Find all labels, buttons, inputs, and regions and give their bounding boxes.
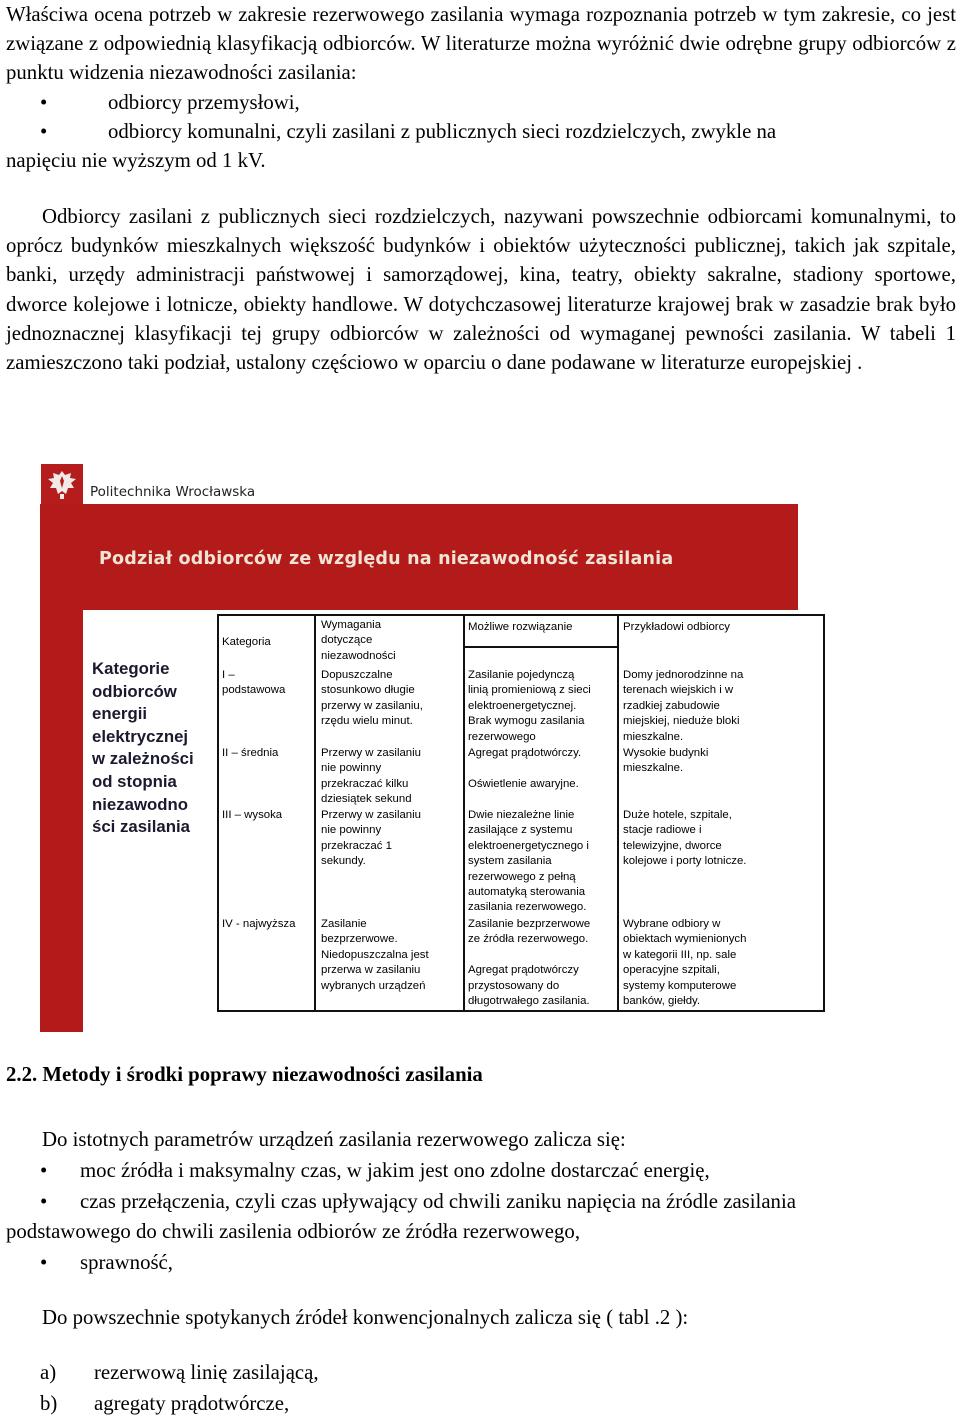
list-item bbox=[0, 1156, 960, 1187]
cell-line: Agregat prądotwórczy bbox=[468, 963, 590, 978]
list-item bbox=[0, 1187, 960, 1218]
side-label-line: od stopnia bbox=[92, 771, 212, 794]
cell-line: Niedopuszczalna jest bbox=[321, 948, 429, 963]
cell-line: Wybrane odbiory w bbox=[623, 917, 746, 932]
list-item-text: moc źródła i maksymalny czas, w jakim jest ono zdolne dostarczać energię, bbox=[80, 1159, 710, 1182]
cell-line: bezprzerwowe. bbox=[321, 932, 429, 947]
cell-line: Brak wymogu zasilania bbox=[468, 714, 591, 729]
paragraph-intro: Właściwa ocena potrzeb w zakresie rezerwowego zasilania wymaga rozpoznania potrzeb w tym zakresie, co jest związane z odpowiednią klasyfikacją odbiorców. W literaturze można wyróżnić dwie odrębne grupy odbiorców z punktu widzenia niezawodności zasilania: bbox=[6, 0, 956, 88]
list-item bbox=[0, 88, 960, 117]
cell-line: systemy komputerowe bbox=[623, 979, 746, 994]
cell-line: Zasilanie bbox=[321, 917, 429, 932]
side-label-line: elektrycznej bbox=[92, 726, 212, 749]
cell-line: Przerwy w zasilaniu bbox=[321, 746, 421, 761]
paragraph-parameters: Do istotnych parametrów urządzeń zasilania rezerwowego zalicza się: bbox=[42, 1125, 626, 1154]
table-cell-kategoria bbox=[222, 668, 285, 699]
table-border bbox=[217, 614, 824, 616]
section-heading: 2.2. Metody i środki poprawy niezawodności zasilania bbox=[6, 1063, 483, 1087]
bullet-icon: • bbox=[40, 1187, 47, 1218]
side-accent-bar bbox=[40, 610, 83, 1032]
table-border bbox=[217, 614, 219, 1012]
table-border bbox=[217, 1010, 824, 1012]
table-header-kategoria: Kategoria bbox=[222, 635, 271, 650]
cell-line: w kategorii III, np. sale bbox=[623, 948, 746, 963]
slide-title-banner bbox=[40, 504, 798, 610]
list-item bbox=[0, 117, 960, 146]
table-cell-rozwiazania bbox=[468, 808, 589, 916]
list-marker: b) bbox=[40, 1389, 57, 1419]
table-cell-rozwiazania bbox=[468, 746, 581, 792]
cell-line: stacje radiowe i bbox=[623, 823, 746, 838]
slide-figure bbox=[40, 462, 798, 1034]
cell-line: Wymagania bbox=[321, 618, 396, 633]
logo-text: Politechnika Wrocławska bbox=[90, 484, 255, 500]
cell-line: elektroenergetycznej. bbox=[468, 699, 591, 714]
list-item bbox=[0, 1389, 319, 1419]
university-eagle-logo-icon bbox=[41, 464, 83, 505]
cell-spacer bbox=[468, 948, 590, 963]
cell-line: wybranych urządzeń bbox=[321, 979, 429, 994]
list-item-text: odbiorcy komunalni, czyli zasilani z publicznych sieci rozdzielczych, zwykle na bbox=[108, 120, 776, 143]
sources-list bbox=[0, 1358, 319, 1419]
table-cell-kategoria bbox=[222, 917, 295, 932]
cell-line: Oświetlenie awaryjne. bbox=[468, 777, 581, 792]
list-item-text: rezerwową linię zasilającą, bbox=[94, 1361, 319, 1384]
cell-line: Wysokie budynki bbox=[623, 746, 708, 761]
bullet-icon: • bbox=[40, 1156, 47, 1187]
cell-line: przerwa w zasilaniu bbox=[321, 963, 429, 978]
table-cell-wymagania bbox=[321, 746, 421, 808]
cell-line: podstawowa bbox=[222, 683, 285, 698]
cell-line: automatyką sterowania bbox=[468, 885, 589, 900]
list-item bbox=[0, 1248, 960, 1279]
side-category-label bbox=[92, 658, 212, 839]
table-cell-odbiorcy bbox=[623, 746, 708, 777]
side-label-line: Kategorie bbox=[92, 658, 212, 681]
bullet-icon: • bbox=[40, 88, 47, 117]
cell-line: terenach wiejskich i w bbox=[623, 683, 743, 698]
cell-line: mieszkalne. bbox=[623, 730, 743, 745]
slide-title: Podział odbiorców ze względu na niezawodność zasilania bbox=[99, 549, 673, 569]
paragraph-municipal: Odbiorcy zasilani z publicznych sieci rozdzielczych, nazywani powszechnie odbiorcami komunalnymi, to oprócz budynków mieszkalnych większość budynków i obiektów użyteczności publicznej, takich jak szpitale, banki, urzędy administracji państwowej i samorządowej, kina, teatry, obiekty sakralne, stadiony sportowe, dworce kolejowe i lotnicze, obiekty handlowe. W dotychczasowej literaturze krajowej brak w zasadzie brak było jednoznacznej klasyfikacji tej grupy odbiorców w zależności od wymaganej pewności zasilania. W tabeli 1 zamieszczono taki podział, ustalony częściowo w oparciu o dane podawane w literaturze europejskiej . bbox=[6, 202, 956, 377]
cell-line: obiektach wymienionych bbox=[623, 932, 746, 947]
table-border bbox=[314, 614, 316, 1012]
cell-line: Dopuszczalne bbox=[321, 668, 423, 683]
cell-line: Domy jednorodzinne na bbox=[623, 668, 743, 683]
cell-line: dotyczące bbox=[321, 633, 396, 648]
table-border bbox=[617, 614, 619, 1012]
cell-line: przystosowany do bbox=[468, 979, 590, 994]
list-item bbox=[0, 1358, 319, 1389]
table-cell-wymagania bbox=[321, 668, 423, 730]
table-cell-kategoria bbox=[222, 808, 282, 823]
list-item-text: sprawność, bbox=[80, 1251, 173, 1274]
cell-line: zasilania rezerwowego. bbox=[468, 900, 589, 915]
cell-line: dziesiątek sekund bbox=[321, 792, 421, 807]
table-cell-kategoria bbox=[222, 746, 278, 761]
cell-line: rzadkiej zabudowie bbox=[623, 699, 743, 714]
table-border bbox=[463, 646, 618, 648]
table-cell-wymagania bbox=[321, 808, 421, 870]
side-label-line: niezawodno bbox=[92, 794, 212, 817]
cell-line: Zasilanie pojedynczą bbox=[468, 668, 591, 683]
cell-line: zasilające z systemu bbox=[468, 823, 589, 838]
cell-line: niezawodności bbox=[321, 649, 396, 664]
table-header-odbiorcy: Przykładowi odbiorcy bbox=[623, 620, 730, 635]
cell-line: Duże hotele, szpitale, bbox=[623, 808, 746, 823]
cell-line: miejskiej, nieduże bloki bbox=[623, 714, 743, 729]
cell-line: rezerwowego bbox=[468, 730, 591, 745]
table-border bbox=[463, 614, 465, 1012]
table-cell-odbiorcy bbox=[623, 917, 746, 1009]
cell-line: długotrwałego zasilania. bbox=[468, 994, 590, 1009]
cell-line: nie powinny bbox=[321, 761, 421, 776]
paragraph-sources: Do powszechnie spotykanych źródeł konwencjonalnych zalicza się ( tabl .2 ): bbox=[42, 1303, 688, 1332]
cell-line: rezerwowego z pełną bbox=[468, 870, 589, 885]
table-cell-odbiorcy bbox=[623, 808, 746, 870]
cell-line: II – średnia bbox=[222, 746, 278, 761]
cell-line: stosunkowo długie bbox=[321, 683, 423, 698]
side-label-line: w zależności bbox=[92, 748, 212, 771]
list-item-continuation: podstawowego do chwili zasilenia odbiorów ze źródła rezerwowego, bbox=[0, 1217, 960, 1248]
cell-line: operacyjne szpitali, bbox=[623, 963, 746, 978]
cell-line: rzędu wielu minut. bbox=[321, 714, 423, 729]
reliability-category-table bbox=[217, 614, 825, 1012]
cell-spacer bbox=[468, 761, 581, 776]
cell-line: Agregat prądotwórczy. bbox=[468, 746, 581, 761]
cell-line: mieszkalne. bbox=[623, 761, 708, 776]
bullet-icon: • bbox=[40, 1248, 47, 1279]
cell-line: nie powinny bbox=[321, 823, 421, 838]
cell-line: banków, giełdy. bbox=[623, 994, 746, 1009]
list-item-text: odbiorcy przemysłowi, bbox=[108, 91, 300, 114]
cell-line: Dwie niezależne linie bbox=[468, 808, 589, 823]
cell-line: przerwy w zasilaniu, bbox=[321, 699, 423, 714]
cell-line: kolejowe i porty lotnicze. bbox=[623, 854, 746, 869]
cell-line: ze źródła rezerwowego. bbox=[468, 932, 590, 947]
table-cell-odbiorcy bbox=[623, 668, 743, 745]
cell-line: I – bbox=[222, 668, 285, 683]
cell-line: elektroenergetycznego i bbox=[468, 839, 589, 854]
cell-line: telewizyjne, dworce bbox=[623, 839, 746, 854]
side-label-line: ści zasilania bbox=[92, 816, 212, 839]
cell-line: przekraczać 1 bbox=[321, 839, 421, 854]
cell-line: przekraczać kilku bbox=[321, 777, 421, 792]
cell-line: sekundy. bbox=[321, 854, 421, 869]
consumer-groups-list bbox=[0, 88, 960, 176]
list-item-text: agregaty prądotwórcze, bbox=[94, 1392, 289, 1415]
list-item-text: czas przełączenia, czyli czas upływający od chwili zaniku napięcia na źródle zasilania bbox=[80, 1190, 796, 1213]
cell-line: IV - najwyższa bbox=[222, 917, 295, 932]
table-border bbox=[823, 614, 825, 1012]
bullet-icon: • bbox=[40, 117, 47, 146]
cell-line: linią promieniową z sieci bbox=[468, 683, 591, 698]
table-header-rozwiazania: Możliwe rozwiązanie bbox=[468, 620, 572, 635]
cell-line: III – wysoka bbox=[222, 808, 282, 823]
parameters-list bbox=[0, 1156, 960, 1278]
list-item-continuation: napięciu nie wyższym od 1 kV. bbox=[0, 146, 960, 175]
cell-line: Przerwy w zasilaniu bbox=[321, 808, 421, 823]
cell-line: Zasilanie bezprzerwowe bbox=[468, 917, 590, 932]
side-label-line: odbiorców bbox=[92, 681, 212, 704]
table-header-wymagania bbox=[321, 618, 396, 664]
table-cell-rozwiazania bbox=[468, 668, 591, 745]
table-cell-wymagania bbox=[321, 917, 429, 994]
table-cell-rozwiazania bbox=[468, 917, 590, 1009]
side-label-line: energii bbox=[92, 703, 212, 726]
list-marker: a) bbox=[40, 1358, 56, 1389]
cell-line: system zasilania bbox=[468, 854, 589, 869]
